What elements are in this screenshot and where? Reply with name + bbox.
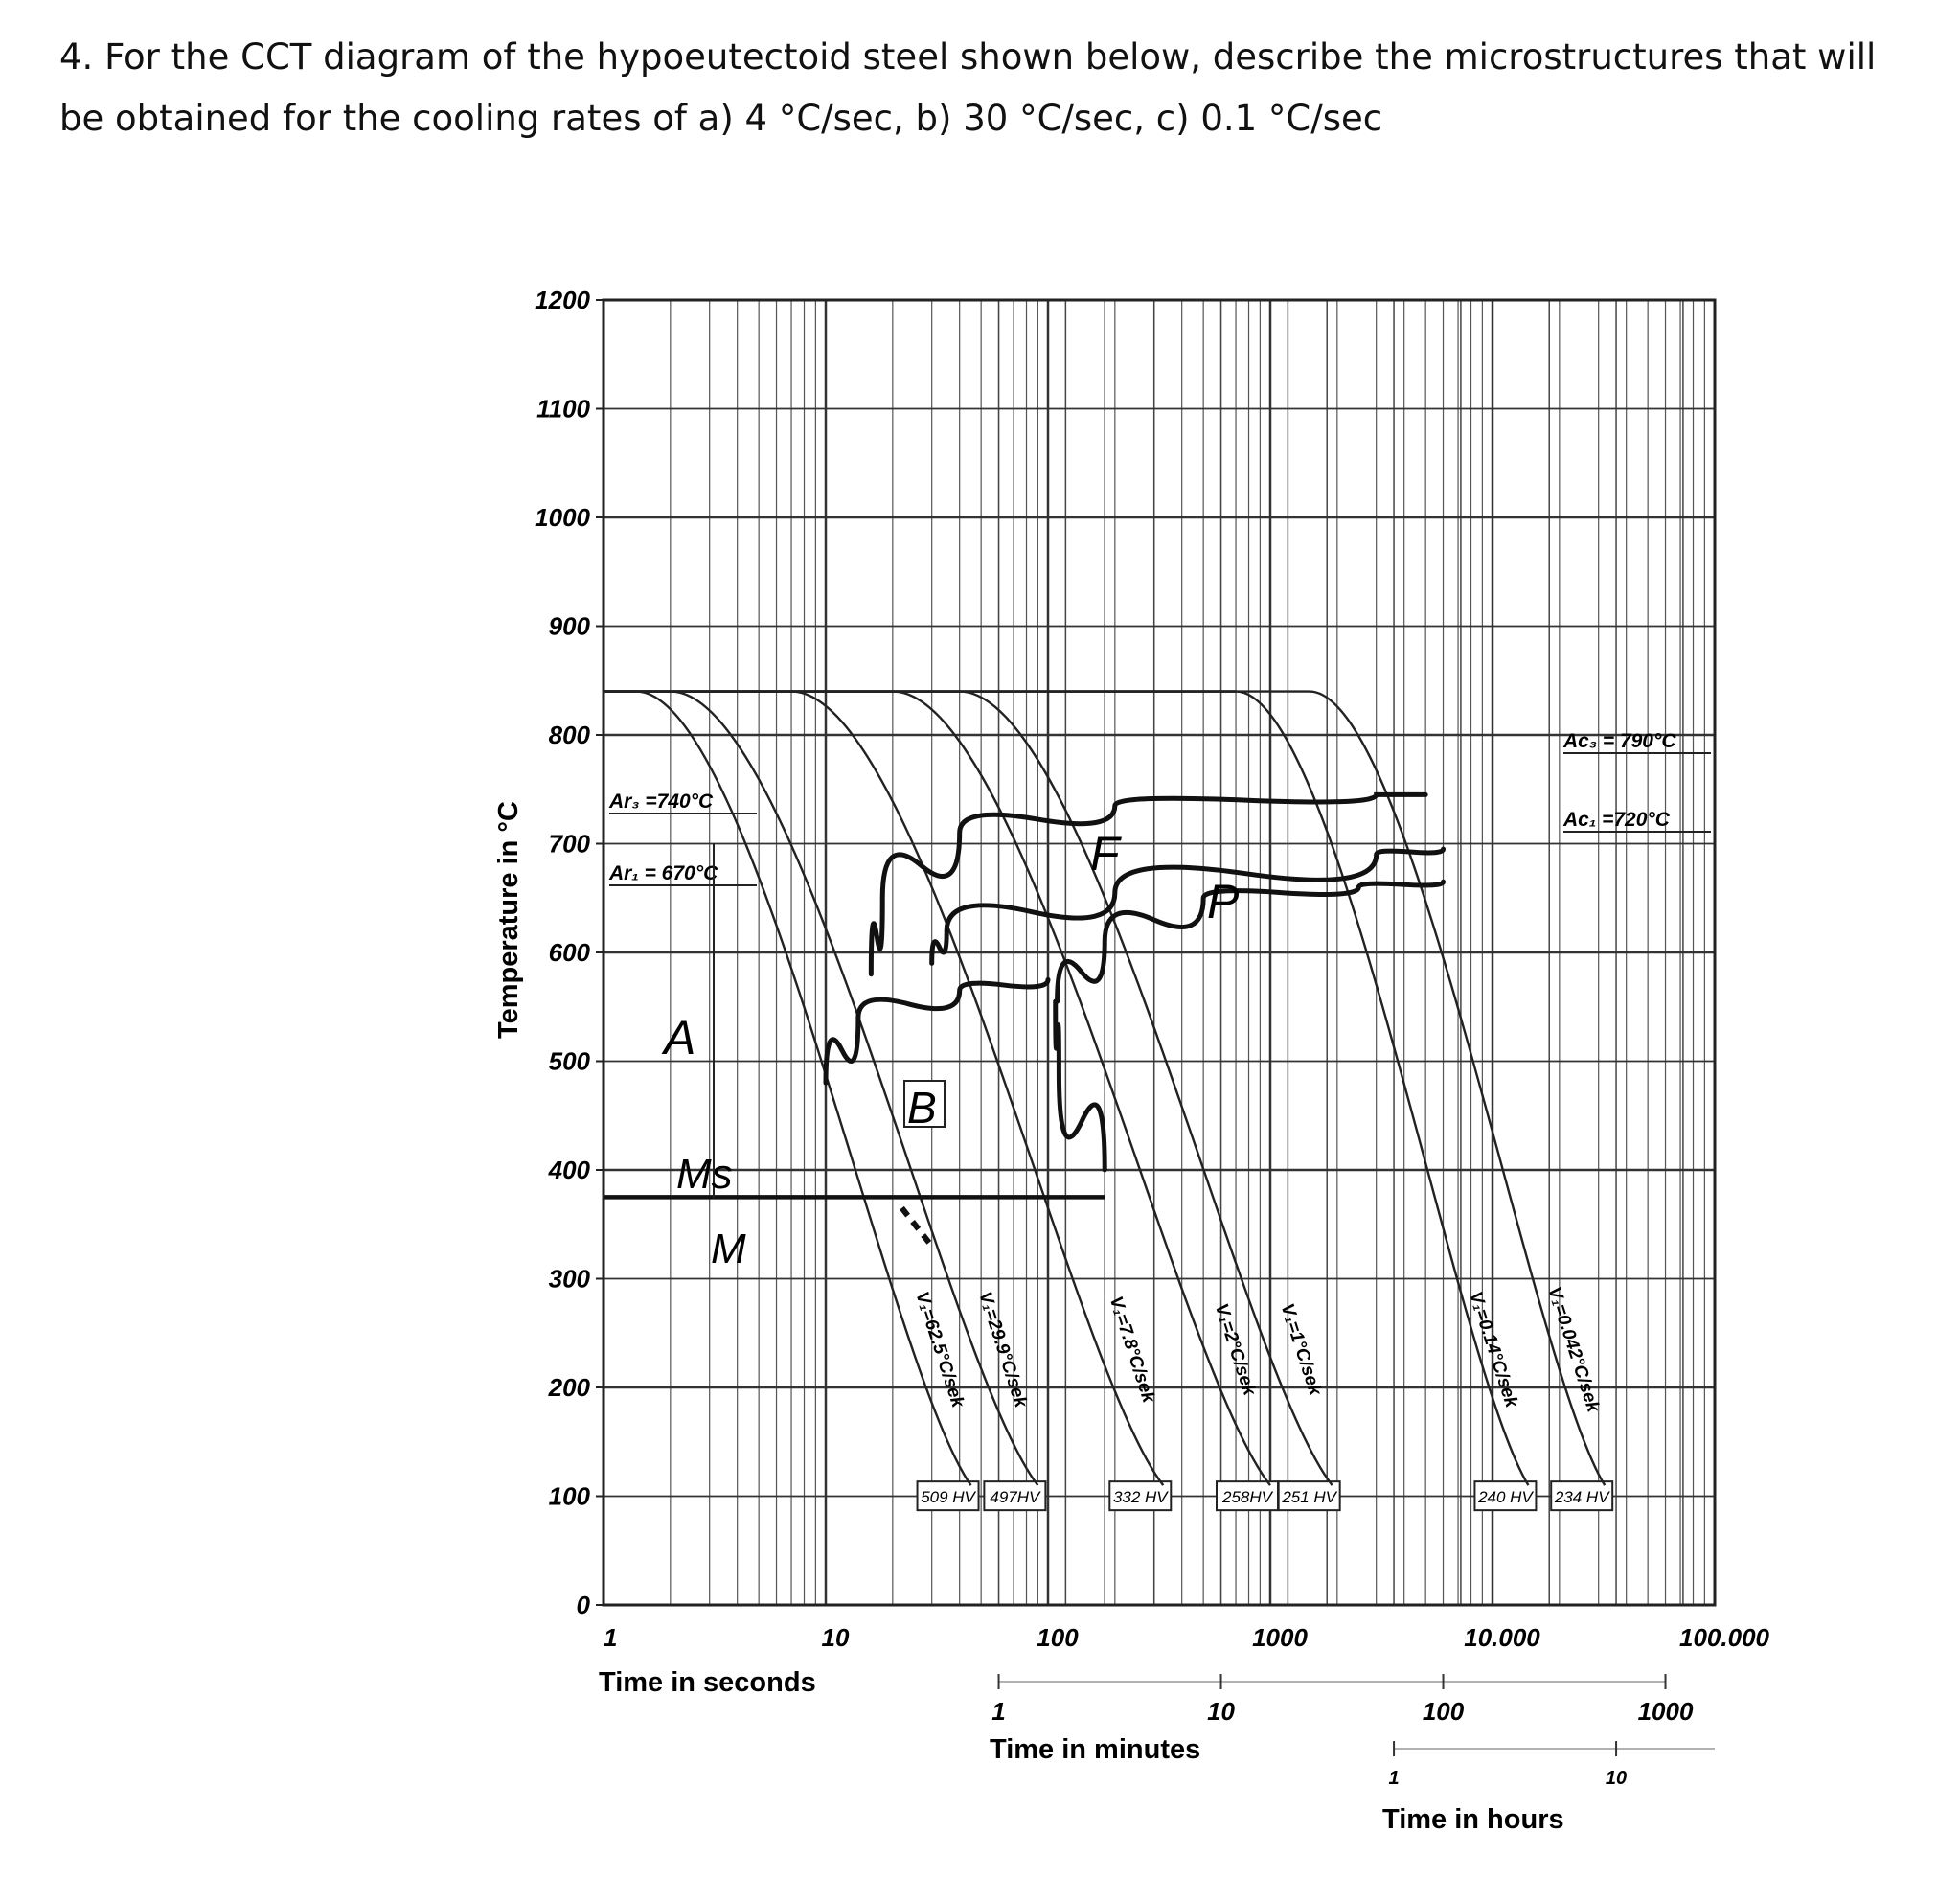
cooling-rate-label: V₁=2°C/sek [1210, 1300, 1260, 1398]
y-tick-label: 700 [548, 829, 590, 859]
ferrite-start-boundary [871, 794, 1425, 974]
hardness-value: 258HV [1222, 1488, 1272, 1507]
bainite-start-boundary [826, 979, 1048, 1083]
ac1-label: Ac₁ =720°C [1563, 809, 1670, 831]
ms-label: Ms [676, 1151, 733, 1198]
y-tick-label: 1000 [535, 503, 590, 532]
hardness-value: 509 HV [921, 1488, 975, 1507]
y-tick-label: 500 [548, 1046, 590, 1076]
martensite-region-label: M [711, 1226, 746, 1272]
bainite-finish-boundary [1056, 1001, 1105, 1170]
hardness-value: 240 HV [1478, 1488, 1533, 1507]
y-tick-label: 100 [548, 1481, 590, 1511]
cooling-rate-label: V₁=62.5°C/sek [911, 1289, 969, 1410]
x-tick-seconds: 10 [821, 1623, 850, 1652]
x-tick-seconds: 100.000 [1679, 1623, 1769, 1652]
x-tick-minutes: 10 [1207, 1697, 1235, 1726]
cooling-rate-label: V₁=0.042°C/sek [1543, 1284, 1604, 1415]
question-text: 4. For the CCT diagram of the hypoeutectoid steel shown below, describe the microstructures that will be obtained for the cooling rates of a) 4 °C/sec, b) 30 °C/sec, c) 0.1 °C/sec [59, 36, 1877, 139]
x-tick-seconds: 1000 [1252, 1623, 1308, 1652]
x-tick-seconds: 10.000 [1464, 1623, 1540, 1652]
x-axis-hours-ticks [1388, 1741, 1715, 1789]
hardness-value: 332 HV [1112, 1488, 1168, 1507]
cooling-rate-label: V₁=1°C/sek [1276, 1300, 1326, 1398]
hardness-value: 234 HV [1554, 1488, 1609, 1507]
y-tick-label: 1100 [536, 394, 590, 424]
ar3-label: Ar₃ =740°C [609, 791, 714, 813]
y-tick-label: 400 [548, 1156, 590, 1184]
y-tick-label: 0 [576, 1591, 590, 1619]
cooling-rate-label: V₁=7.8°C/sek [1105, 1294, 1159, 1406]
hardness-value: 251 HV [1282, 1488, 1337, 1507]
x-tick-hours: 1 [1388, 1768, 1400, 1789]
pearlite-region-label: P [1207, 875, 1240, 928]
ferrite-region-label: F [1090, 827, 1120, 881]
x-tick-minutes: 100 [1422, 1697, 1465, 1726]
major-gridlines [604, 300, 1715, 1605]
y-tick-label: 300 [548, 1264, 590, 1294]
y-tick-label: 900 [548, 611, 590, 641]
x-tick-minutes: 1000 [1637, 1697, 1694, 1726]
ar1-label: Ar₁ = 670°C [609, 862, 718, 884]
x-axis-hours-title: Time in hours [1382, 1804, 1564, 1835]
y-axis-title: Temperature in °C [493, 801, 524, 1039]
x-tick-seconds: 100 [1037, 1623, 1079, 1652]
x-axis-minutes-title: Time in minutes [990, 1734, 1201, 1765]
x-tick-minutes: 1 [991, 1697, 1006, 1726]
x-axis-minutes-ticks [991, 1674, 1694, 1726]
cooling-rate-labels [911, 1284, 1604, 1415]
hardness-value: 497HV [990, 1488, 1040, 1507]
y-tick-label: 1200 [535, 286, 590, 314]
x-tick-seconds: 1 [604, 1623, 618, 1652]
pearlite-start-boundary [932, 849, 1444, 963]
hardness-boxes [918, 1481, 1613, 1510]
bainite-region-label: B [907, 1083, 937, 1133]
martensite-finish-dashed [901, 1208, 931, 1247]
x-tick-hours: 10 [1605, 1768, 1628, 1789]
y-tick-label: 200 [548, 1373, 590, 1402]
y-tick-label: 600 [548, 938, 590, 967]
x-axis-seconds-title: Time in seconds [599, 1667, 816, 1698]
cooling-rate-label: V₁=0.14°C/sek [1465, 1289, 1522, 1410]
x-axis-seconds-ticks [604, 1623, 1770, 1652]
austenite-region-label: A [664, 1011, 696, 1065]
y-tick-label: 800 [548, 721, 590, 749]
y-axis-ticks [535, 286, 604, 1619]
ac3-label: Ac₃ = 790°C [1563, 730, 1676, 752]
cooling-rate-label: V₁=29.9°C/sek [974, 1289, 1032, 1410]
